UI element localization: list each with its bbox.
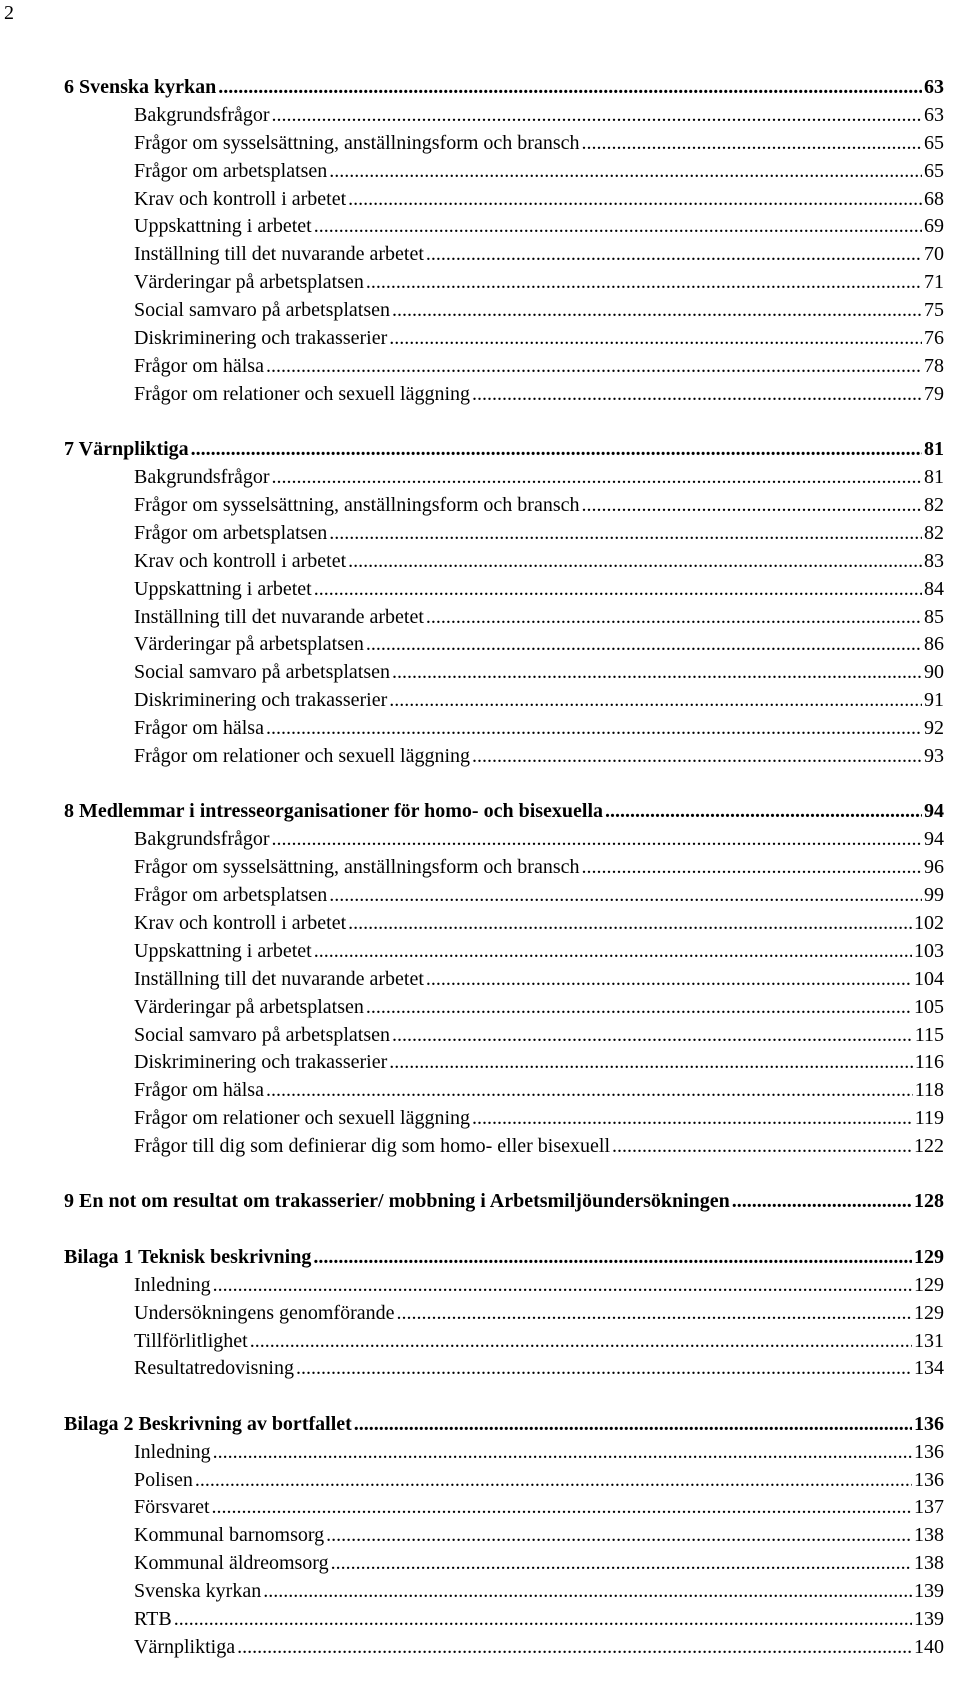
- toc-subsection-entry[interactable]: [64, 576, 944, 604]
- toc-subsection-entry[interactable]: [64, 994, 944, 1022]
- toc-subsection-entry-label: Värderingar på arbetsplatsen: [134, 633, 364, 656]
- toc-subsection-entry[interactable]: [64, 158, 944, 186]
- toc-subsection-entry-page-number: 119: [914, 1107, 944, 1130]
- toc-subsection-entry-label: Krav och kontroll i arbetet: [134, 549, 347, 572]
- toc-subsection-entry-page-number: 105: [914, 995, 944, 1018]
- toc-subsection-entry-label: Frågor om arbetsplatsen: [134, 884, 328, 907]
- toc-chapter-entry[interactable]: [64, 798, 944, 826]
- toc-subsection-entry-page-number: 65: [924, 131, 944, 154]
- dot-leader: [272, 826, 922, 854]
- toc-subsection-entry[interactable]: [64, 1439, 944, 1467]
- dot-leader: [392, 1022, 913, 1050]
- toc-subsection-entry[interactable]: [64, 715, 944, 743]
- toc-subsection-entry-label: Undersökningens genomförande: [134, 1301, 395, 1324]
- dot-leader: [392, 659, 922, 687]
- toc-section: [64, 436, 944, 771]
- toc-subsection-entry-label: Krav och kontroll i arbetet: [134, 911, 347, 934]
- toc-chapter-entry[interactable]: [64, 1188, 944, 1216]
- dot-leader: [348, 548, 922, 576]
- toc-subsection-entry[interactable]: [64, 826, 944, 854]
- dot-leader: [331, 1550, 912, 1578]
- toc-subsection-entry-page-number: 63: [924, 103, 944, 126]
- toc-chapter-entry-page-number: 63: [924, 76, 944, 98]
- dot-leader: [354, 1411, 912, 1439]
- dot-leader: [329, 520, 922, 548]
- toc-subsection-entry[interactable]: [64, 910, 944, 938]
- toc-subsection-entry-label: Resultatredovisning: [134, 1357, 294, 1380]
- toc-subsection-entry-label: Frågor om arbetsplatsen: [134, 159, 328, 182]
- toc-subsection-entry[interactable]: [64, 520, 944, 548]
- dot-leader: [266, 715, 922, 743]
- toc-subsection-entry-page-number: 83: [924, 549, 944, 572]
- toc-subsection-entry-label: Frågor om arbetsplatsen: [134, 521, 328, 544]
- toc-subsection-entry-label: Kommunal barnomsorg: [134, 1524, 325, 1547]
- toc-section: [64, 1244, 944, 1383]
- toc-subsection-entry[interactable]: [64, 1272, 944, 1300]
- toc-subsection-entry-page-number: 116: [914, 1051, 944, 1074]
- toc-chapter-entry[interactable]: [64, 1411, 944, 1439]
- dot-leader: [472, 743, 922, 771]
- toc-subsection-entry-page-number: 93: [924, 744, 944, 767]
- toc-subsection-entry-page-number: 82: [924, 521, 944, 544]
- toc-subsection-entry-page-number: 115: [914, 1023, 944, 1046]
- dot-leader: [426, 966, 912, 994]
- dot-leader: [195, 1467, 912, 1495]
- toc-subsection-entry[interactable]: [64, 353, 944, 381]
- toc-subsection-entry-label: Uppskattning i arbetet: [134, 939, 312, 962]
- toc-subsection-entry[interactable]: [64, 604, 944, 632]
- toc-subsection-entry-label: Inställning till det nuvarande arbetet: [134, 243, 424, 266]
- dot-leader: [313, 1244, 912, 1272]
- toc-subsection-entry-label: Inställning till det nuvarande arbetet: [134, 605, 424, 628]
- dot-leader: [348, 910, 912, 938]
- toc-subsection-entry-label: Frågor om relationer och sexuell läggning: [134, 382, 471, 405]
- toc-subsection-entry-label: Uppskattning i arbetet: [134, 215, 312, 238]
- toc-subsection-entry[interactable]: [64, 297, 944, 325]
- toc-subsection-entry[interactable]: [64, 102, 944, 130]
- toc-subsection-entry-label: Krav och kontroll i arbetet: [134, 187, 347, 210]
- toc-chapter-entry-label: Bilaga 1 Teknisk beskrivning: [64, 1245, 312, 1268]
- toc-subsection-entry-page-number: 129: [914, 1301, 944, 1324]
- toc-chapter-entry-page-number: 128: [914, 1190, 944, 1213]
- toc-subsection-entry-page-number: 122: [914, 1135, 944, 1158]
- toc-subsection-entry-label: Frågor om sysselsättning, anställningsform och bransch: [134, 856, 580, 879]
- toc-subsection-entry[interactable]: [64, 464, 944, 492]
- dot-leader: [582, 854, 923, 882]
- toc-subsection-entry-label: Bakgrundsfrågor: [134, 828, 270, 851]
- dot-leader: [212, 1494, 912, 1522]
- toc-chapter-entry-label: Bilaga 2 Beskrivning av bortfallet: [64, 1412, 352, 1435]
- toc-subsection-entry-page-number: 68: [924, 187, 944, 210]
- dot-leader: [263, 1578, 912, 1606]
- toc-subsection-entry[interactable]: [64, 1133, 944, 1161]
- dot-leader: [348, 186, 922, 214]
- toc-subsection-entry-page-number: 136: [914, 1440, 944, 1463]
- toc-subsection-entry[interactable]: [64, 938, 944, 966]
- toc-subsection-entry-page-number: 138: [914, 1552, 944, 1575]
- toc-subsection-entry-label: Frågor om sysselsättning, anställningsform och bransch: [134, 131, 580, 154]
- toc-subsection-entry[interactable]: [64, 269, 944, 297]
- dot-leader: [266, 353, 922, 381]
- toc-subsection-entry-label: Värnpliktiga: [134, 1635, 236, 1658]
- toc-subsection-entry[interactable]: [64, 325, 944, 353]
- toc-subsection-entry[interactable]: [64, 659, 944, 687]
- dot-leader: [612, 1133, 912, 1161]
- dot-leader: [266, 1077, 913, 1105]
- dot-leader: [218, 74, 922, 102]
- toc-subsection-entry[interactable]: [64, 743, 944, 771]
- dot-leader: [366, 994, 912, 1022]
- toc-subsection-entry-page-number: 99: [924, 884, 944, 907]
- dot-leader: [213, 1272, 912, 1300]
- toc-chapter-entry-label: 7 Värnpliktiga: [64, 438, 189, 461]
- toc-subsection-entry[interactable]: [64, 186, 944, 214]
- toc-subsection-entry-page-number: 137: [914, 1496, 944, 1519]
- toc-subsection-entry[interactable]: [64, 687, 944, 715]
- dot-leader: [329, 158, 922, 186]
- toc-chapter-entry[interactable]: [64, 436, 944, 464]
- toc-subsection-entry[interactable]: [64, 1578, 944, 1606]
- toc-chapter-entry[interactable]: [64, 74, 944, 102]
- toc-subsection-entry-label: Inledning: [134, 1440, 211, 1463]
- toc-subsection-entry-page-number: 139: [914, 1608, 944, 1631]
- dot-leader: [326, 1522, 912, 1550]
- toc-subsection-entry-label: Tillförlitlighet: [134, 1329, 248, 1352]
- toc-subsection-entry-page-number: 70: [924, 243, 944, 266]
- toc-subsection-entry[interactable]: [64, 966, 944, 994]
- toc-subsection-entry-page-number: 140: [914, 1635, 944, 1658]
- toc-subsection-entry[interactable]: [64, 882, 944, 910]
- toc-subsection-entry-page-number: 86: [924, 633, 944, 656]
- toc-subsection-entry-label: Frågor om relationer och sexuell läggning: [134, 744, 471, 767]
- toc-subsection-entry-label: RTB: [134, 1608, 172, 1631]
- toc-subsection-entry[interactable]: [64, 241, 944, 269]
- toc-chapter-entry-label: 6 Svenska kyrkan: [64, 76, 217, 98]
- toc-subsection-entry-page-number: 118: [914, 1079, 944, 1102]
- toc-subsection-entry-page-number: 75: [924, 299, 944, 322]
- toc-subsection-entry-page-number: 69: [924, 215, 944, 238]
- toc-subsection-entry-page-number: 134: [914, 1357, 944, 1380]
- toc-subsection-entry[interactable]: [64, 1606, 944, 1634]
- toc-chapter-entry-page-number: 81: [924, 438, 944, 461]
- toc-section: [64, 798, 944, 1161]
- dot-leader: [174, 1606, 912, 1634]
- toc-subsection-entry-label: Diskriminering och trakasserier: [134, 689, 388, 712]
- toc-subsection-entry[interactable]: [64, 1328, 944, 1356]
- toc-subsection-entry[interactable]: [64, 213, 944, 241]
- toc-subsection-entry-page-number: 79: [924, 382, 944, 405]
- dot-leader: [366, 631, 922, 659]
- toc-subsection-entry-label: Frågor om sysselsättning, anställningsform och bransch: [134, 493, 580, 516]
- toc-subsection-entry-page-number: 104: [914, 967, 944, 990]
- toc-subsection-entry[interactable]: [64, 631, 944, 659]
- toc-subsection-entry[interactable]: [64, 492, 944, 520]
- toc-subsection-entry-page-number: 78: [924, 354, 944, 377]
- dot-leader: [392, 297, 922, 325]
- toc-subsection-entry-page-number: 85: [924, 605, 944, 628]
- toc-subsection-entry[interactable]: [64, 1634, 944, 1662]
- toc-subsection-entry-label: Frågor om hälsa: [134, 354, 264, 377]
- toc-subsection-entry-page-number: 102: [914, 911, 944, 934]
- dot-leader: [389, 325, 922, 353]
- toc-subsection-entry-label: Värderingar på arbetsplatsen: [134, 271, 364, 294]
- dot-leader: [472, 1105, 913, 1133]
- dot-leader: [314, 576, 922, 604]
- toc-subsection-entry-page-number: 131: [914, 1329, 944, 1352]
- toc-subsection-entry[interactable]: [64, 381, 944, 409]
- dot-leader: [426, 241, 922, 269]
- toc-subsection-entry-page-number: 138: [914, 1524, 944, 1547]
- toc-subsection-entry-page-number: 136: [914, 1468, 944, 1491]
- toc-subsection-entry-page-number: 92: [924, 717, 944, 740]
- dot-leader: [732, 1188, 912, 1216]
- dot-leader: [272, 102, 922, 130]
- toc-subsection-entry-page-number: 71: [924, 271, 944, 294]
- toc-chapter-entry-label: 9 En not om resultat om trakasserier/ mobbning i Arbetsmiljöundersökningen: [64, 1190, 730, 1213]
- dot-leader: [314, 938, 912, 966]
- toc-chapter-entry-page-number: 94: [924, 800, 944, 823]
- toc-chapter-entry-page-number: 136: [914, 1412, 944, 1435]
- dot-leader: [272, 464, 922, 492]
- toc-subsection-entry-label: Inledning: [134, 1273, 211, 1296]
- toc-subsection-entry-page-number: 129: [914, 1273, 944, 1296]
- toc-subsection-entry-label: Frågor om relationer och sexuell läggning: [134, 1107, 471, 1130]
- dot-leader: [605, 798, 922, 826]
- toc-subsection-entry-page-number: 94: [924, 828, 944, 851]
- toc-subsection-entry-page-number: 91: [924, 689, 944, 712]
- toc-chapter-entry[interactable]: [64, 1244, 944, 1272]
- toc-subsection-entry-label: Försvaret: [134, 1496, 210, 1519]
- toc-subsection-entry[interactable]: [64, 1300, 944, 1328]
- toc-subsection-entry-label: Diskriminering och trakasserier: [134, 1051, 388, 1074]
- toc-subsection-entry[interactable]: [64, 1049, 944, 1077]
- toc-subsection-entry-page-number: 65: [924, 159, 944, 182]
- toc-subsection-entry-label: Bakgrundsfrågor: [134, 103, 270, 126]
- dot-leader: [329, 882, 922, 910]
- toc-chapter-entry-page-number: 129: [914, 1245, 944, 1268]
- page-number: 2: [4, 2, 14, 24]
- toc-section: [64, 1188, 944, 1216]
- toc-subsection-entry-page-number: 103: [914, 939, 944, 962]
- toc-subsection-entry-label: Social samvaro på arbetsplatsen: [134, 299, 391, 322]
- toc-section: [64, 1411, 944, 1662]
- toc-subsection-entry[interactable]: [64, 1494, 944, 1522]
- toc-subsection-entry-label: Uppskattning i arbetet: [134, 577, 312, 600]
- toc-subsection-entry-label: Kommunal äldreomsorg: [134, 1552, 329, 1575]
- toc-subsection-entry-label: Frågor om hälsa: [134, 717, 264, 740]
- dot-leader: [296, 1355, 912, 1383]
- dot-leader: [250, 1328, 912, 1356]
- toc-subsection-entry-page-number: 139: [914, 1580, 944, 1603]
- dot-leader: [314, 213, 922, 241]
- toc-subsection-entry-page-number: 76: [924, 327, 944, 350]
- toc-subsection-entry[interactable]: [64, 1550, 944, 1578]
- toc-subsection-entry-label: Frågor till dig som definierar dig som homo- eller bisexuell: [134, 1135, 611, 1158]
- dot-leader: [366, 269, 922, 297]
- dot-leader: [582, 130, 923, 158]
- toc-subsection-entry-label: Inställning till det nuvarande arbetet: [134, 967, 424, 990]
- dot-leader: [213, 1439, 912, 1467]
- toc-subsection-entry-page-number: 90: [924, 661, 944, 684]
- dot-leader: [389, 1049, 912, 1077]
- toc-subsection-entry[interactable]: [64, 1522, 944, 1550]
- toc-subsection-entry-label: Diskriminering och trakasserier: [134, 327, 388, 350]
- toc-subsection-entry-page-number: 84: [924, 577, 944, 600]
- dot-leader: [426, 604, 922, 632]
- toc-subsection-entry[interactable]: [64, 130, 944, 158]
- toc-subsection-entry-label: Värderingar på arbetsplatsen: [134, 995, 364, 1018]
- dot-leader: [389, 687, 922, 715]
- toc-subsection-entry-label: Social samvaro på arbetsplatsen: [134, 661, 391, 684]
- toc-subsection-entry-label: Polisen: [134, 1468, 193, 1491]
- toc-subsection-entry[interactable]: [64, 1022, 944, 1050]
- toc-subsection-entry[interactable]: [64, 854, 944, 882]
- dot-leader: [582, 492, 923, 520]
- toc-subsection-entry-page-number: 81: [924, 466, 944, 489]
- toc-subsection-entry-page-number: 96: [924, 856, 944, 879]
- dot-leader: [237, 1634, 912, 1662]
- toc-subsection-entry[interactable]: [64, 1077, 944, 1105]
- toc-subsection-entry-label: Social samvaro på arbetsplatsen: [134, 1023, 391, 1046]
- toc-chapter-entry-label: 8 Medlemmar i intresseorganisationer för homo- och bisexuella: [64, 800, 604, 823]
- toc-subsection-entry-label: Svenska kyrkan: [134, 1580, 262, 1603]
- dot-leader: [472, 381, 922, 409]
- toc-subsection-entry-page-number: 82: [924, 493, 944, 516]
- toc-subsection-entry-label: Bakgrundsfrågor: [134, 466, 270, 489]
- toc-subsection-entry[interactable]: [64, 548, 944, 576]
- dot-leader: [191, 436, 922, 464]
- toc-subsection-entry[interactable]: [64, 1467, 944, 1495]
- toc-subsection-entry[interactable]: [64, 1355, 944, 1383]
- toc-section: [64, 74, 944, 409]
- toc-subsection-entry[interactable]: [64, 1105, 944, 1133]
- dot-leader: [397, 1300, 913, 1328]
- toc-subsection-entry-label: Frågor om hälsa: [134, 1079, 264, 1102]
- table-of-contents: [64, 74, 944, 1689]
